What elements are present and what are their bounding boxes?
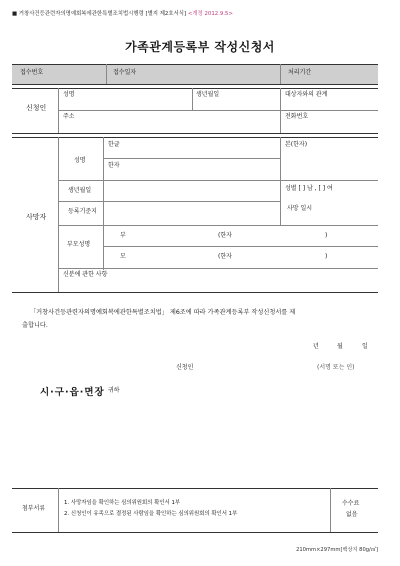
deceased-birth-label: 생년월일 [68, 187, 92, 194]
mother-label: 모 [120, 253, 126, 260]
parents-bottom [58, 268, 378, 269]
applicant-name-label: 성명 [63, 91, 75, 98]
deceased-death-date-label: 사망 일시 [287, 205, 313, 212]
paper-size-footer: 210mm×297mm[백상지 80g/㎡] [296, 547, 378, 553]
form-header-law: ■ 거창사건등관련자의명예회복에관한특별조치법시행령 [별지 제2호서식] [12, 11, 187, 17]
receipt-divider-2 [280, 64, 281, 84]
statement-line-2: 출합니다. [22, 322, 48, 329]
deceased-hanja-label: 한자 [108, 162, 120, 169]
receipt-row-bottom [12, 84, 378, 85]
attachment-item-2: 2. 신청인이 유족으로 결정된 사람임을 확인하는 심의위원회의 확인서 1부 [64, 511, 238, 517]
receipt-number-label: 접수번호 [20, 69, 44, 76]
attachments-top-border [12, 488, 378, 489]
attachments-fee-divider [330, 488, 331, 532]
processing-period-label: 처리기간 [288, 69, 312, 76]
applicant-section-label: 신청인 [26, 104, 47, 112]
attachments-bottom-border [12, 532, 378, 533]
addressee-honorific: 귀하 [108, 387, 120, 394]
father-label: 부 [120, 232, 126, 239]
receipt-row [12, 64, 378, 84]
mother-hanja-open: (한자 [218, 253, 232, 260]
deceased-bottom-border [12, 292, 378, 293]
deceased-right-divider [280, 137, 281, 225]
applicant-phone-label: 전화번호 [285, 113, 309, 120]
date-day-label: 일 [362, 343, 368, 350]
statement-line-1: 「거창사건등관련자의명예회복에관한특별조치법」 제6조에 따라 가족관계등록부 작성신청서를 제 [30, 309, 296, 316]
applicant-top-border [12, 88, 378, 89]
mother-hanja-close: ) [325, 253, 328, 260]
attachments-label: 첨부서류 [22, 505, 46, 512]
table-top-border [12, 64, 378, 65]
receipt-date-label: 접수일자 [113, 69, 137, 76]
father-hanja-close: ) [325, 232, 328, 239]
applicant-address-label: 주소 [63, 113, 75, 120]
deceased-sub-divider [103, 137, 104, 270]
applicant-divider-name [192, 88, 193, 110]
signature-hint: (서명 또는 인) [317, 364, 355, 371]
attachments-label-divider [58, 488, 59, 532]
applicant-birth-label: 생년월일 [196, 91, 220, 98]
applicant-bottom-border [12, 133, 378, 134]
deceased-top-border [12, 137, 378, 138]
deceased-name-bottom [58, 180, 378, 181]
form-header-note [12, 11, 233, 18]
deceased-registry-label: 등록기준지 [68, 208, 97, 215]
attachment-item-1: 1. 사망자임을 확인하는 심의위원회의 확인서 1부 [64, 500, 181, 506]
deceased-gender-label: 성별 [ ] 남 , [ ] 여 [285, 185, 333, 192]
parents-divider [103, 246, 378, 247]
receipt-divider-1 [106, 64, 107, 84]
form-title: 가족관계등록부 작성신청서 [125, 40, 275, 54]
fee-label: 수수료 [342, 500, 360, 507]
deceased-section-label: 사망자 [26, 213, 47, 221]
addressee-office: 시·구·읍·면장 [40, 387, 105, 398]
signature-applicant-label: 신청인 [176, 364, 194, 371]
deceased-birth-bottom [58, 201, 280, 202]
deceased-name-label: 성명 [74, 157, 86, 164]
father-hanja-open: (한자 [218, 232, 232, 239]
deceased-hangul-label: 한글 [108, 141, 120, 148]
deceased-origin-label: 본(한자) [285, 141, 308, 148]
deceased-registry-bottom [58, 225, 378, 226]
deceased-parents-label: 부모성명 [67, 241, 91, 248]
status-note-label: 신분에 관한 사항 [63, 271, 108, 278]
deceased-hangul-divider [103, 158, 280, 159]
applicant-relation-label: 대상자와의 관계 [285, 91, 328, 98]
form-header-revision: <개정 2012.9.5> [187, 11, 233, 17]
fee-value: 없음 [346, 511, 358, 518]
date-year-label: 년 [313, 343, 319, 350]
date-month-label: 월 [337, 343, 343, 350]
applicant-row-divider [58, 110, 378, 111]
